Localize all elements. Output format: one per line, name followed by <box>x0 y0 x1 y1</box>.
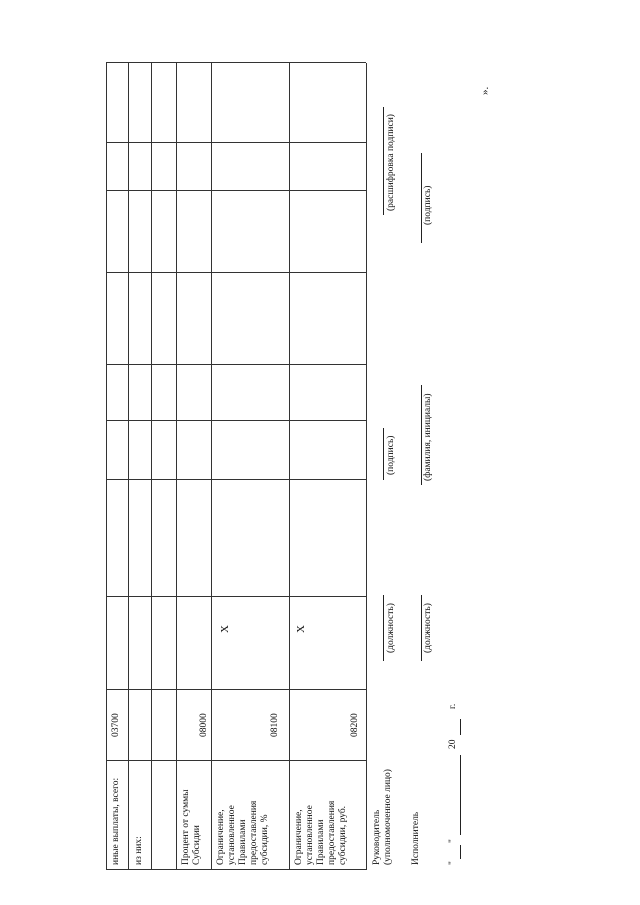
date-year-prefix: 20 <box>448 739 458 749</box>
row-label: Процент от суммы Субсидии <box>181 789 202 865</box>
head-decoding-caption: (расшифровка подписи) <box>386 114 396 211</box>
row-mark: X <box>295 625 307 633</box>
date-year-suffix: г. <box>448 703 458 709</box>
row-code: 03700 <box>111 713 121 737</box>
date-quote-open: " <box>448 861 458 865</box>
executor-name-caption: (фамилия, инициалы) <box>423 393 433 481</box>
row-label: иные выплаты, всего: <box>111 777 121 865</box>
row-label: из них: <box>134 836 144 865</box>
row-code: 08200 <box>350 713 360 737</box>
head-signature-caption: (подпись) <box>386 435 396 475</box>
row-label: Ограничение, установленное Правилами предоставления субсидии, руб. <box>294 800 348 865</box>
executor-position-caption: (должность) <box>423 603 433 653</box>
executor-label: Исполнитель <box>411 811 421 865</box>
row-mark: X <box>219 625 231 633</box>
head-label: Руководитель (уполномоченное лицо) <box>372 769 393 865</box>
head-position-caption: (должность) <box>386 603 396 653</box>
closing-mark: ». <box>479 86 491 95</box>
row-label: Ограничение, установленное Правилами предоставления субсидии, % <box>216 800 270 865</box>
date-quote-close: " <box>448 839 458 843</box>
executor-signature-caption: (подпись) <box>423 185 433 225</box>
row-code: 08100 <box>270 713 280 737</box>
row-code: 08000 <box>199 713 209 737</box>
